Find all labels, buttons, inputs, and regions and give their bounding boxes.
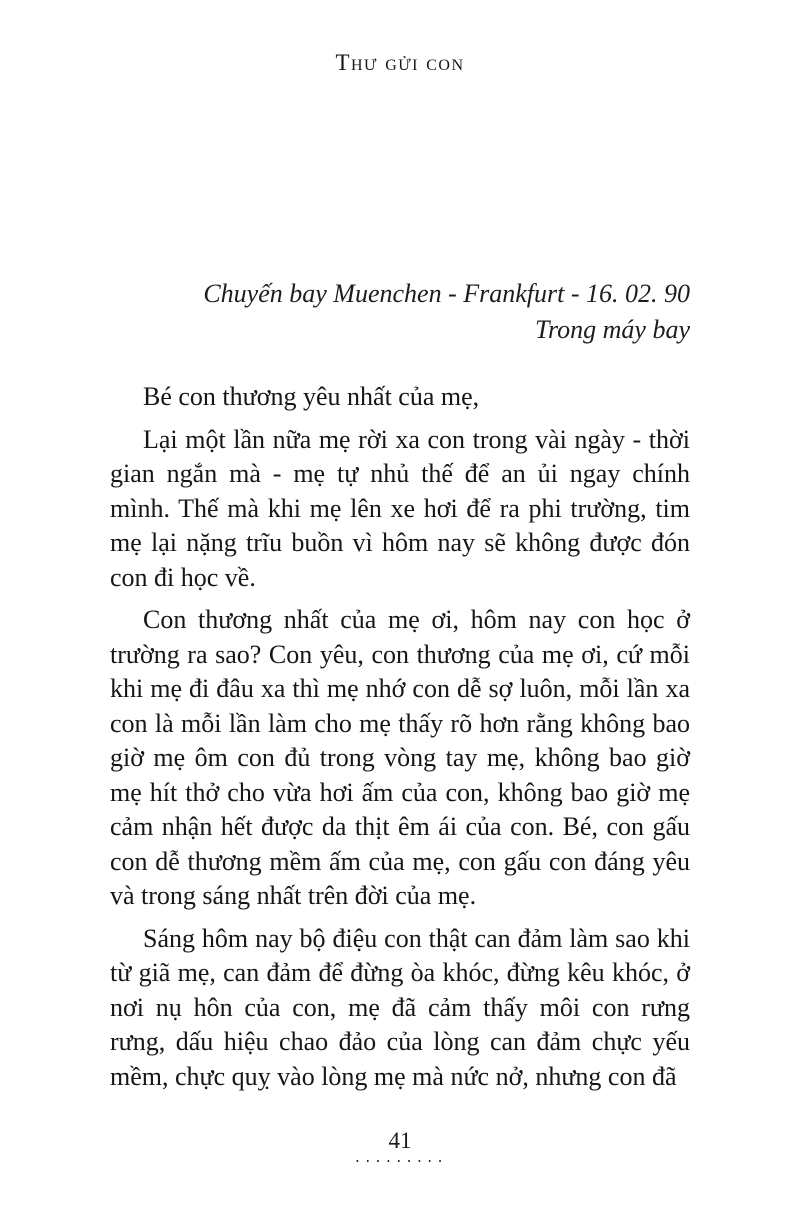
paragraph-2: Con thương nhất của mẹ ơi, hôm nay con học ở trường ra sao? Con yêu, con thương của mẹ ơi, cứ mỗi khi mẹ đi đâu xa thì mẹ nhớ con dễ sợ luôn, mỗi lần xa con là mỗi lần làm cho mẹ thấy rõ hơn rằng không bao giờ mẹ ôm con đủ trong vòng tay mẹ, không bao giờ mẹ hít thở cho vừa hơi ấm của con, không bao giờ mẹ cảm nhận hết được da thịt êm ái của con. Bé, con gấu con dễ thương mềm ấm của mẹ, con gấu con đáng yêu và trong sáng nhất trên đời của mẹ. (110, 605, 690, 910)
running-header: Thư gửi con (335, 50, 465, 75)
paragraph-3: Sáng hôm nay bộ điệu con thật can đảm làm sao khi từ giã mẹ, can đảm để đừng òa khóc, đừng kêu khóc, ở nơi nụ hôn của con, mẹ đã cảm thấy môi con rưng rưng, dấu hiệu chao đảo của lòng can đảm chực yếu mềm, chực quỵ vào lòng mẹ mà nức nở, nhưng con đã (110, 923, 690, 1091)
paragraph-1: Lại một lần nữa mẹ rời xa con trong vài ngày - thời gian ngắn mà - mẹ tự nhủ thế để an ủi ngay chính mình. Thế mà khi mẹ lên xe hơi để ra phi trường, tim mẹ lại nặng trĩu buồn vì hôm nay sẽ không được đón con đi học về. (110, 424, 690, 592)
dotted-rule: ......... (353, 1151, 447, 1166)
dateline (110, 276, 690, 348)
page-number: 41 (388, 1128, 412, 1153)
dateline-flight: Chuyến bay Muenchen - Frankfurt - 16. 02. 90 (203, 279, 690, 308)
page-footer (0, 1128, 800, 1164)
dateline-location: Trong máy bay (534, 315, 690, 344)
letter-body (110, 380, 690, 1094)
paragraph-salutation: Bé con thương yêu nhất của mẹ, (143, 382, 480, 411)
